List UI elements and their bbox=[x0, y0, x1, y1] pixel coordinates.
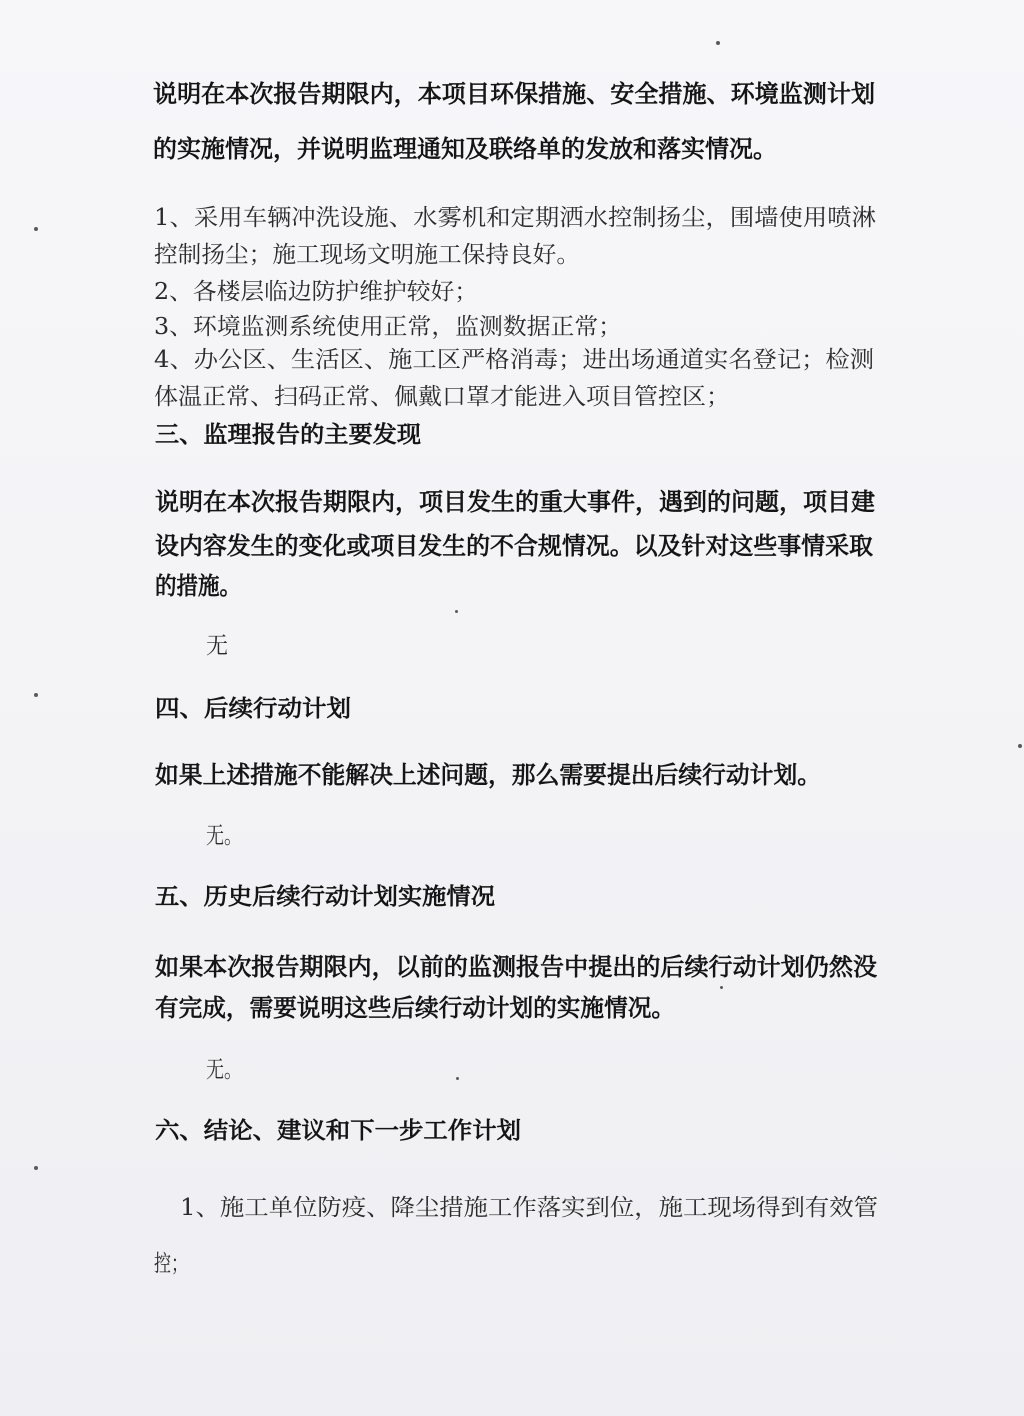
section-5-desc-line-1: 如果本次报告期限内，以前的监测报告中提出的后续行动计划仍然没 bbox=[155, 953, 878, 981]
scan-speck bbox=[34, 227, 38, 231]
scan-speck bbox=[455, 610, 458, 613]
item-3: 3、环境监测系统使用正常，监测数据正常； bbox=[154, 314, 622, 340]
section-3-desc-line-1: 说明在本次报告期限内，项目发生的重大事件，遇到的问题，项目建 bbox=[155, 488, 875, 516]
item-4-line-1: 4、办公区、生活区、施工区严格消毒；进出场通道实名登记；检测 bbox=[154, 347, 875, 373]
section-5-heading: 五、历史后续行动计划实施情况 bbox=[155, 884, 495, 910]
section-5-answer: 无。 bbox=[206, 1057, 242, 1083]
scan-speck bbox=[34, 1166, 38, 1170]
section-3-heading: 三、监理报告的主要发现 bbox=[155, 422, 422, 448]
scan-speck bbox=[456, 1077, 459, 1080]
section-4-desc: 如果上述措施不能解决上述问题，那么需要提出后续行动计划。 bbox=[155, 761, 822, 789]
item-2: 2、各楼层临边防护维护较好； bbox=[154, 279, 478, 305]
intro-line-2: 的实施情况，并说明监理通知及联络单的发放和落实情况。 bbox=[153, 135, 777, 163]
section-5-desc-line-2: 有完成，需要说明这些后续行动计划的实施情况。 bbox=[155, 994, 675, 1022]
scan-speck bbox=[716, 41, 720, 45]
section-3-answer: 无 bbox=[206, 633, 228, 659]
section-4-answer: 无。 bbox=[206, 823, 242, 849]
section-3-desc-line-3: 的措施。 bbox=[155, 572, 241, 600]
scan-speck bbox=[1018, 744, 1022, 748]
section-3-desc-line-2: 设内容发生的变化或项目发生的不合规情况。以及针对这些事情采取 bbox=[155, 532, 873, 560]
item-4-line-2: 体温正常、扫码正常、佩戴口罩才能进入项目管控区； bbox=[154, 384, 731, 410]
item-1-line-1: 1、采用车辆冲洗设施、水雾机和定期洒水控制扬尘，围墙使用喷淋 bbox=[154, 205, 876, 231]
section-4-heading: 四、后续行动计划 bbox=[155, 696, 351, 722]
section-6-item-1-line-2: 控； bbox=[154, 1251, 188, 1277]
scan-speck bbox=[34, 693, 38, 697]
section-6-item-1-line-1: 1、施工单位防疫、降尘措施工作落实到位，施工现场得到有效管 bbox=[180, 1195, 879, 1221]
section-6-heading: 六、结论、建议和下一步工作计划 bbox=[155, 1118, 522, 1144]
item-1-line-2: 控制扬尘；施工现场文明施工保持良好。 bbox=[154, 242, 581, 268]
scan-speck bbox=[720, 986, 723, 989]
intro-line-1: 说明在本次报告期限内，本项目环保措施、安全措施、环境监测计划 bbox=[153, 80, 876, 108]
